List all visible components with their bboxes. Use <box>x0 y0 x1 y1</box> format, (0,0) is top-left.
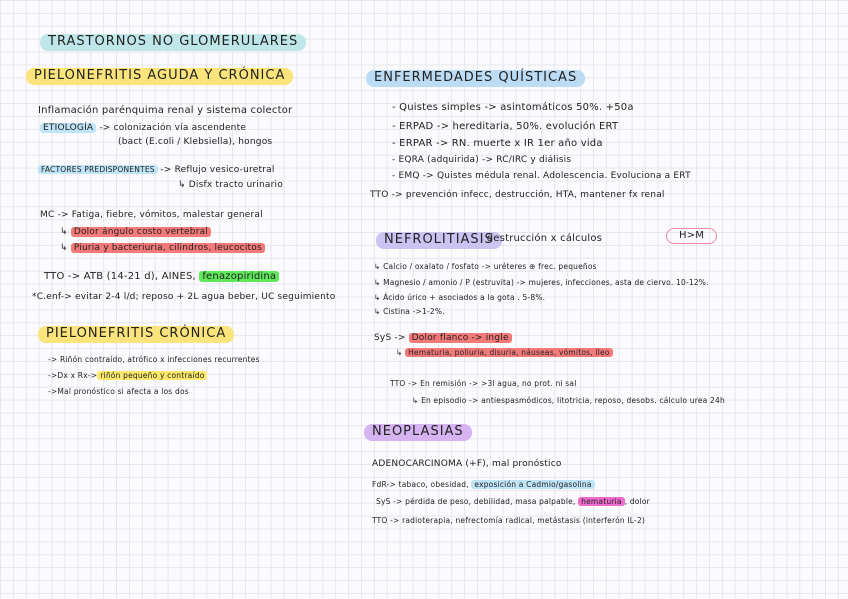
heading-pielonefritis-aguda: PIELONEFRITIS AGUDA Y CRÓNICA <box>26 68 293 85</box>
mc-piuria: Piuria y bacteriuria, cilindros, leucocitos <box>71 243 265 253</box>
pnc-line-3: ->Mal pronóstico si afecta a los dos <box>48 387 189 396</box>
mc-dolor: Dolor ángulo costo vertebral <box>71 227 211 237</box>
pna-mc: MC -> Fatiga, fiebre, vómitos, malestar general <box>40 210 263 220</box>
heading-enfermedades-quisticas: ENFERMEDADES QUÍSTICAS <box>366 70 585 87</box>
tto-text: TTO -> ATB (14-21 d), AINES, <box>44 271 196 282</box>
sys-hematuria: Hematuria, poliuria, disuria, náuseas, vómitos, íleo <box>405 348 613 357</box>
arrow-prefix: ↳ <box>60 227 68 237</box>
sys2-prefix: ↳ <box>396 348 403 357</box>
pna-mc-dolor-row <box>60 227 211 237</box>
fdr-cadmio: exposición a Cadmio/gasolina <box>471 480 594 489</box>
quisticas-line-5: - EMQ -> Quistes médula renal. Adolescencia. Evoluciona a ERT <box>392 171 691 181</box>
nefrolitiasis-desc: , destrucción x cálculos <box>480 233 603 244</box>
pna-definition: Inflamación parénquima renal y sistema colector <box>38 105 293 116</box>
quisticas-line-2: - ERPAD -> hereditaria, 50%. evolución ERT <box>392 121 619 132</box>
tto-fenazopiridina: fenazopiridina <box>199 271 279 282</box>
neoplasias-sys <box>376 498 650 507</box>
pnc-line-1: -> Riñón contraído, atrófico x infecciones recurrentes <box>48 355 260 364</box>
neo-sys-hematuria: hematuria <box>578 497 625 506</box>
fdr-prefix: FdR-> tabaco, obesidad, <box>372 480 469 489</box>
neoplasias-tto: TTO -> radioterapia, nefrectomía radical, metástasis (interferón IL-2) <box>372 516 646 525</box>
page-title: TRASTORNOS NO GLOMERULARES <box>40 34 306 51</box>
pnc-line-2-prefix: ->Dx x Rx-> <box>48 371 98 380</box>
pna-tto <box>44 271 279 283</box>
neoplasias-adenocarcinoma: ADENOCARCINOMA (+F), mal pronóstico <box>372 459 562 469</box>
heading-neoplasias: NEOPLASIAS <box>364 424 472 441</box>
quisticas-line-1: - Quistes simples -> asintomáticos 50%. +50a <box>392 102 634 113</box>
factores-2: ↳ Disfx tracto urinario <box>178 180 283 190</box>
factores-label: FACTORES PREDISPONENTES <box>38 165 158 174</box>
pnc-line-2-hl: riñón pequeño y contraído <box>97 371 207 380</box>
heading-nefrolitiasis: NEFROLITIASIS <box>376 232 502 249</box>
nefrolitiasis-tto-1: TTO -> En remisión -> >3l agua, no prot. ni sal <box>390 379 577 388</box>
arrow-prefix: ↳ <box>60 243 68 253</box>
etiologia-text: -> colonización vía ascendente <box>99 123 247 133</box>
quisticas-line-4: - EQRA (adquirida) -> RC/IRC y diálisis <box>392 155 572 165</box>
sys-dolor-flanco: Dolor flanco -> ingle <box>409 333 512 343</box>
etiologia-label: ETIOLOGÍA <box>40 123 96 133</box>
pna-factores <box>38 165 275 175</box>
sys-prefix: SyS -> <box>374 333 406 343</box>
neo-sys-prefix: SyS -> pérdida de peso, debilidad, masa palpable, <box>376 497 576 506</box>
heading-pielonefritis-cronica: PIELONEFRITIS CRÓNICA <box>38 326 234 343</box>
nefrolitiasis-line-1: ↳ Calcio / oxalato / fosfato -> uréteres ⊕ frec. pequeños <box>374 262 597 271</box>
nefrolitiasis-sys <box>374 333 512 343</box>
nefrolitiasis-sex-ratio: H>M <box>666 228 717 244</box>
pna-etiologia <box>40 123 246 133</box>
pna-cenf: *C.enf-> evitar 2-4 l/d; reposo + 2L agua beber, UC seguimiento <box>32 292 336 302</box>
quisticas-tto: TTO -> prevención infecc, destrucción, HTA, mantener fx renal <box>370 190 665 200</box>
pna-etiologia-bact: (bact (E.coli / Klebsiella), hongos <box>118 137 273 147</box>
neoplasias-fdr <box>372 481 595 490</box>
factores-1: -> Reflujo vesico-uretral <box>160 165 275 175</box>
nefrolitiasis-line-4: ↳ Cistina ->1-2%. <box>374 307 445 316</box>
pna-mc-piuria-row <box>60 243 265 253</box>
nefrolitiasis-tto-2: ↳ En episodio -> antiespasmódicos, litotricia, reposo, desobs. cálculo urea 24h <box>412 396 725 405</box>
neo-sys-suffix: , dolor <box>624 497 650 506</box>
nefrolitiasis-line-2: ↳ Magnesio / amonio / P (estruvita) -> mujeres, infecciones, asta de ciervo. 10-12%. <box>374 278 709 287</box>
pnc-line-2 <box>48 372 207 381</box>
nefrolitiasis-sys-2 <box>396 349 613 358</box>
nefrolitiasis-line-3: ↳ Ácido úrico + asociados a la gota . 5-8%. <box>374 293 546 302</box>
quisticas-line-3: - ERPAR -> RN. muerte x IR 1er año vida <box>392 138 603 149</box>
